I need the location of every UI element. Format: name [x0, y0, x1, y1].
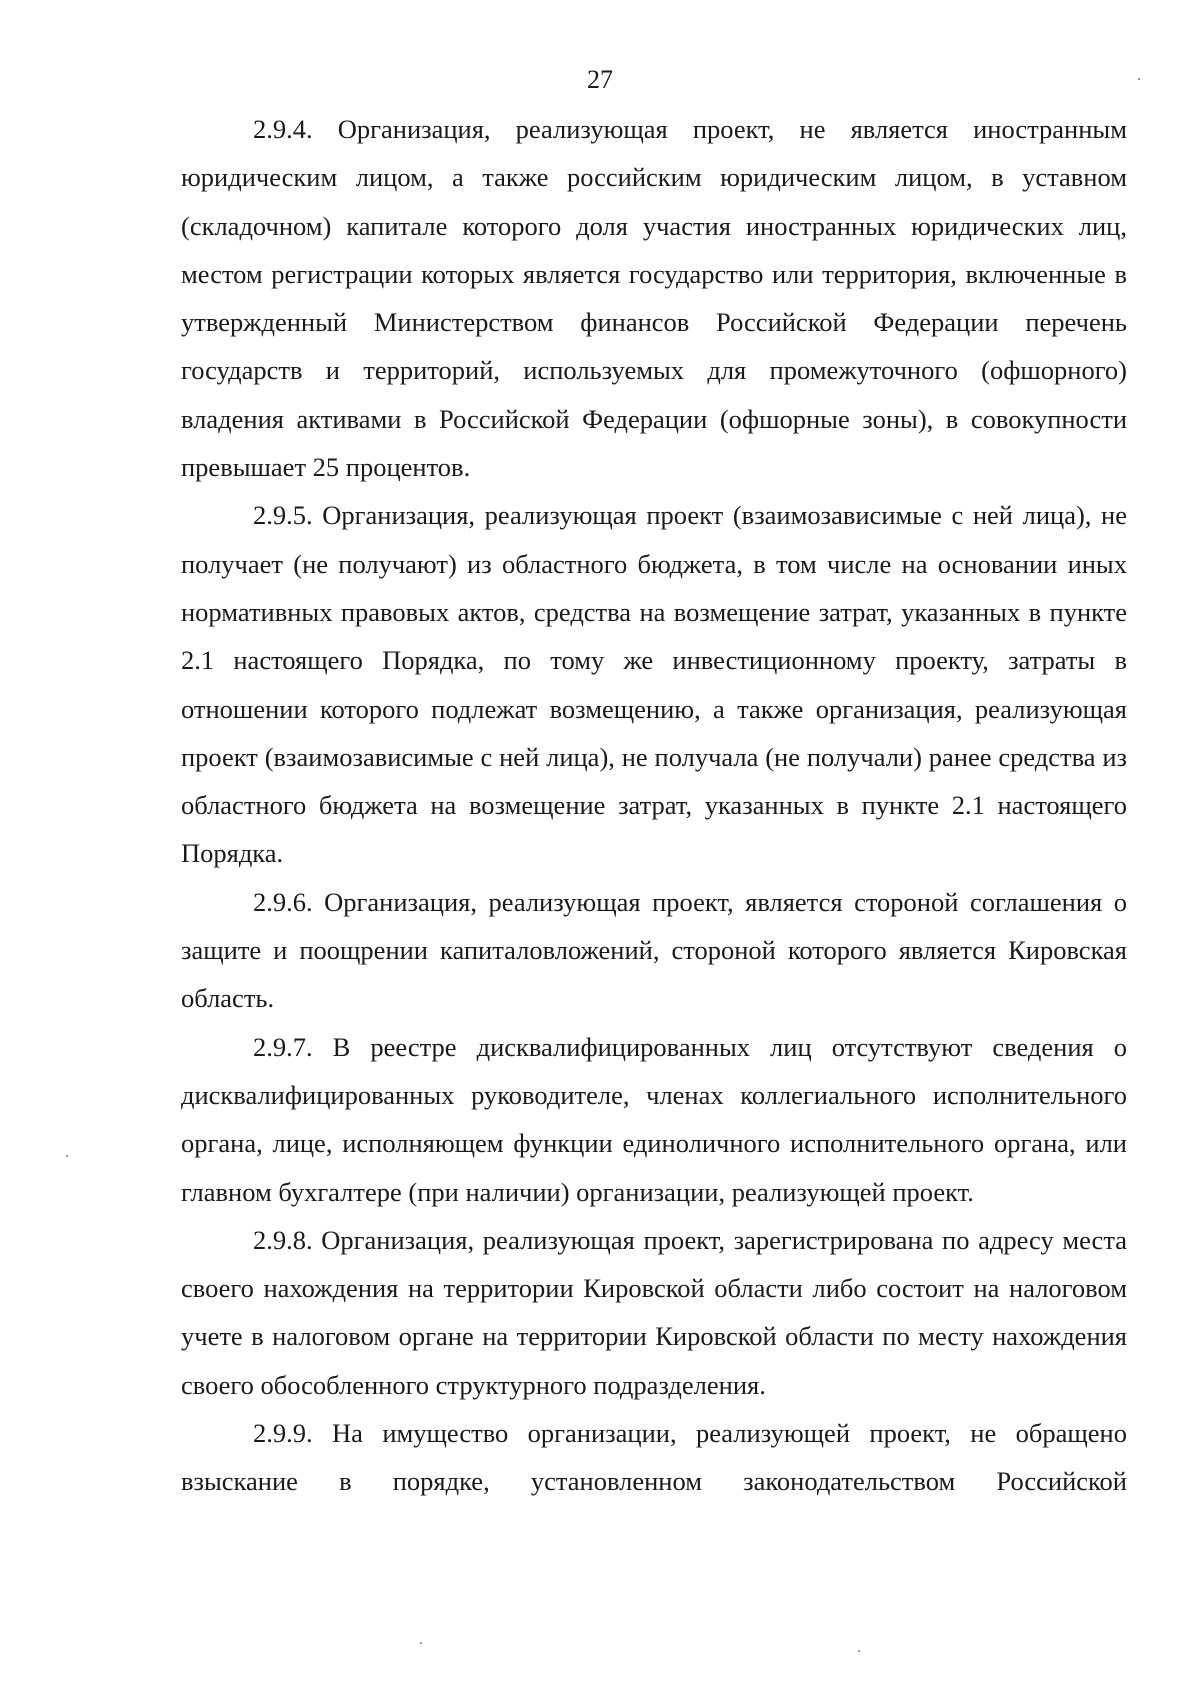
page-number: 27: [587, 65, 613, 94]
paragraph-2-9-9: 2.9.9. На имущество организации, реализующей проект, не обращено взыскание в порядке, установленном законодательством Российской: [181, 1418, 1127, 1497]
paragraph-2-9-7: 2.9.7. В реестре дисквалифицированных лиц отсутствуют сведения о дисквалифицированных руководителе, членах коллегиального исполнительного органа, лице, исполняющем функции единоличного исполнительного органа, или главном бухгалтере (при наличии) организации, реализующей проект.: [181, 1031, 1127, 1207]
scan-speck: [66, 1155, 68, 1157]
paragraph-2-9-5: 2.9.5. Организация, реализующая проект (взаимозависимые с ней лица), не получает (не получают) из областного бюджета, в том числе на основании иных нормативных правовых актов, средства на возмещение затрат, указанных в пункте 2.1 настоящего Порядка, по тому же инвестиционному проекту, затраты в отношении которого подлежат возмещению, а также организация, реализующая проект (взаимозависимые с ней лица), не получала (не получали) ранее средства из областного бюджета на возмещение затрат, указанных в пункте 2.1 настоящего Порядка.: [181, 500, 1127, 869]
paragraph-2-9-6: 2.9.6. Организация, реализующая проект, является стороной соглашения о защите и поощрении капиталовложений, стороной которого является Кировская область.: [181, 886, 1127, 1014]
paragraph-2-9-8: 2.9.8. Организация, реализующая проект, зарегистрирована по адресу места своего нахождения на территории Кировской области либо состоит на налоговом учете в налоговом органе на территории Кировской области по месту нахождения своего обособленного структурного подразделения.: [181, 1224, 1127, 1400]
scan-speck: [420, 1642, 422, 1644]
document-body: [181, 105, 1127, 1506]
scan-speck: [1138, 78, 1140, 80]
paragraph-2-9-4: 2.9.4. Организация, реализующая проект, не является иностранным юридическим лицом, а также российским юридическим лицом, в уставном (складочном) капитале которого доля участия иностранных юридических лиц, местом регистрации которых является государство или территория, включенные в утвержденный Министерством финансов Российской Федерации перечень государств и территорий, используемых для промежуточного (офшорного) владения активами в Российской Федерации (офшорные зоны), в совокупности превышает 25 процентов.: [181, 114, 1127, 483]
scan-speck: [858, 1650, 860, 1652]
